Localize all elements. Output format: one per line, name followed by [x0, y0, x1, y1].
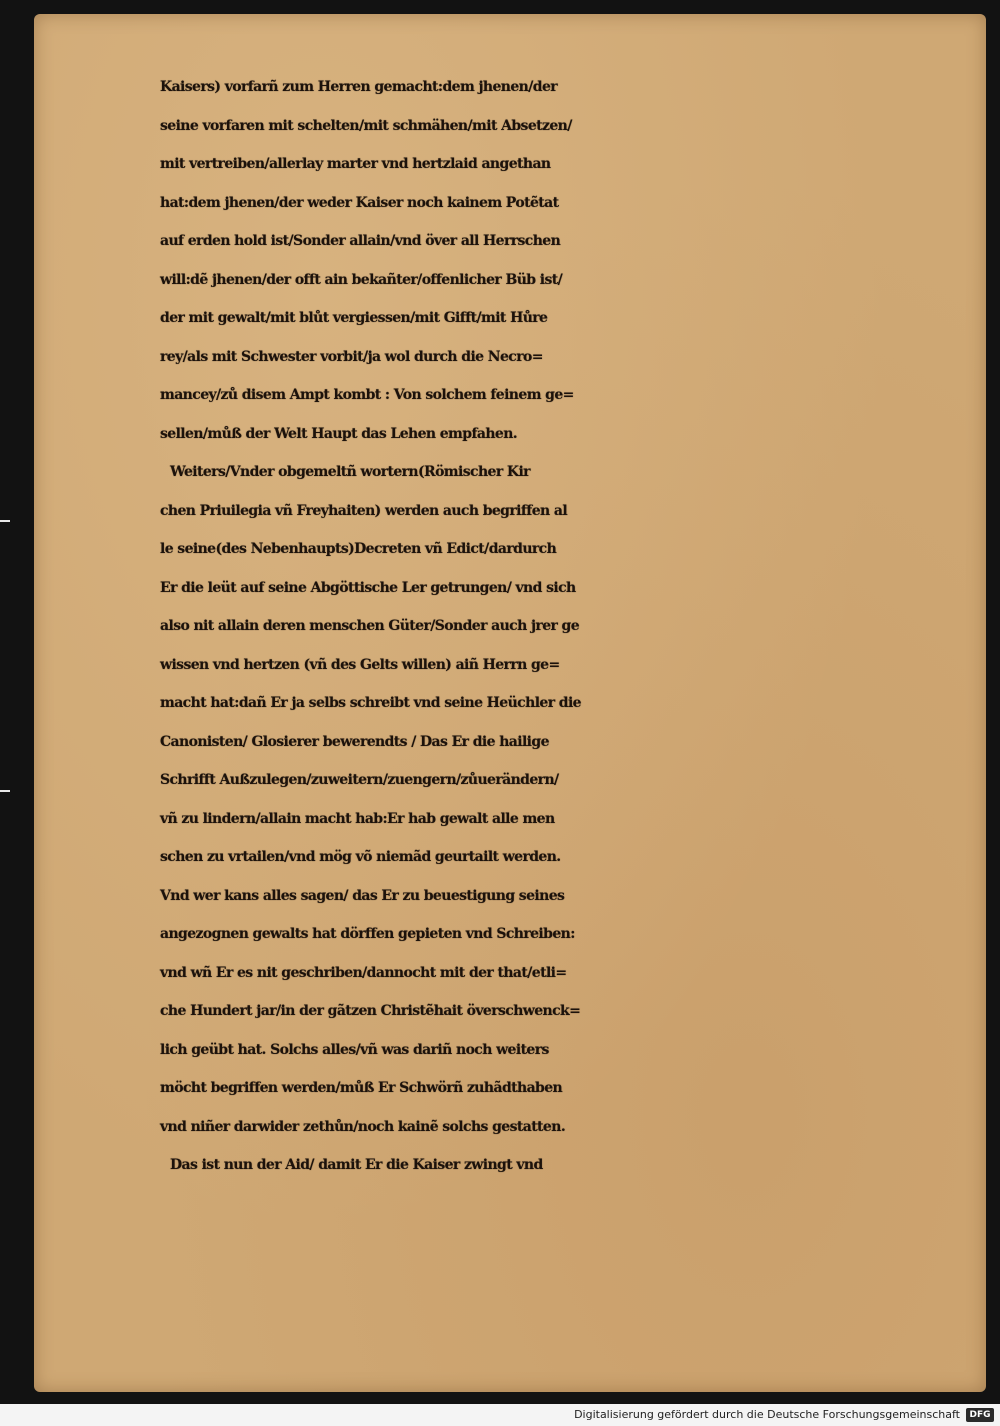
- text-line: seine vorfaren mit schelten/mit schmähen/mit Absetzen/: [160, 117, 572, 134]
- text-line: macht hat:dañ Er ja selbs schreibt vnd seine Heüchler die: [160, 695, 581, 711]
- text-line: wissen vnd hertzen (vñ des Gelts willen) aiñ Herrn ge=: [160, 656, 560, 673]
- text-line: möcht begriffen werden/můß Er Schwörñ zuhãdthaben: [160, 1080, 563, 1096]
- page-text: [160, 68, 960, 1185]
- funding-credit: Digitalisierung gefördert durch die Deutsche Forschungsgemeinschaft: [574, 1408, 960, 1421]
- text-line: mit vertreiben/allerlay marter vnd hertzlaid angethan: [160, 156, 551, 172]
- text-line: vnd wñ Er es nit geschriben/dannocht mit der that/etli=: [160, 964, 567, 981]
- text-line: also nit allain deren menschen Güter/Sonder auch jrer ge: [160, 618, 580, 634]
- text-line: Canonisten/ Glosierer bewerendts / Das Er die hailige: [160, 733, 549, 750]
- text-line: chen Priuilegia vñ Freyhaiten) werden auch begriffen al: [160, 502, 568, 519]
- text-line: lich geübt hat. Solchs alles/vñ was dariñ noch weiters: [160, 1041, 549, 1058]
- text-line: vñ zu lindern/allain macht hab:Er hab gewalt alle men: [160, 810, 555, 827]
- text-line: Vnd wer kans alles sagen/ das Er zu beuestigung seines: [160, 887, 565, 904]
- text-line: der mit gewalt/mit blůt vergiessen/mit Gifft/mit Hůre: [160, 310, 548, 326]
- paragraph-start-line: Weiters/Vnder obgemeltñ wortern(Römischer Kir: [170, 464, 530, 480]
- dfg-logo: DFG: [966, 1408, 994, 1422]
- text-line: will:dẽ jhenen/der offt ain bekañter/offenlicher Büb ist/: [160, 271, 563, 288]
- text-line: Schrifft Außzulegen/zuweitern/zuengern/zůuerändern/: [160, 772, 559, 788]
- text-line: sellen/můß der Welt Haupt das Lehen empfahen.: [160, 425, 518, 442]
- text-line: Er die leüt auf seine Abgöttische Ler getrungen/ vnd sich: [160, 579, 576, 596]
- paragraph-start-line: Das ist nun der Aid/ damit Er die Kaiser zwingt vnd: [170, 1157, 543, 1173]
- text-line: le seine(des Nebenhaupts)Decreten vñ Edict/dardurch: [160, 541, 557, 557]
- text-line: vnd niñer darwider zethůn/noch kainẽ solchs gestatten.: [160, 1118, 566, 1135]
- binding-mark: [0, 520, 10, 522]
- digitization-footer: [0, 1404, 1000, 1426]
- text-line: mancey/zů disem Ampt kombt : Von solchem feinem ge=: [160, 387, 574, 403]
- text-line: rey/als mit Schwester vorbit/ja wol durch die Necro=: [160, 348, 543, 365]
- text-line: angezognen gewalts hat dörffen gepieten vnd Schreiben:: [160, 926, 575, 942]
- text-line: auf erden hold ist/Sonder allain/vnd över all Herrschen: [160, 233, 561, 249]
- text-line: hat:dem jhenen/der weder Kaiser noch kainem Potẽtat: [160, 194, 559, 211]
- text-line: schen zu vrtailen/vnd mög võ niemãd geurtailt werden.: [160, 849, 561, 865]
- binding-mark: [0, 790, 10, 792]
- text-line: che Hundert jar/in der gãtzen Christẽhait överschwenck=: [160, 1003, 581, 1019]
- text-line: Kaisers) vorfarñ zum Herren gemacht:dem jhenen/der: [160, 79, 558, 95]
